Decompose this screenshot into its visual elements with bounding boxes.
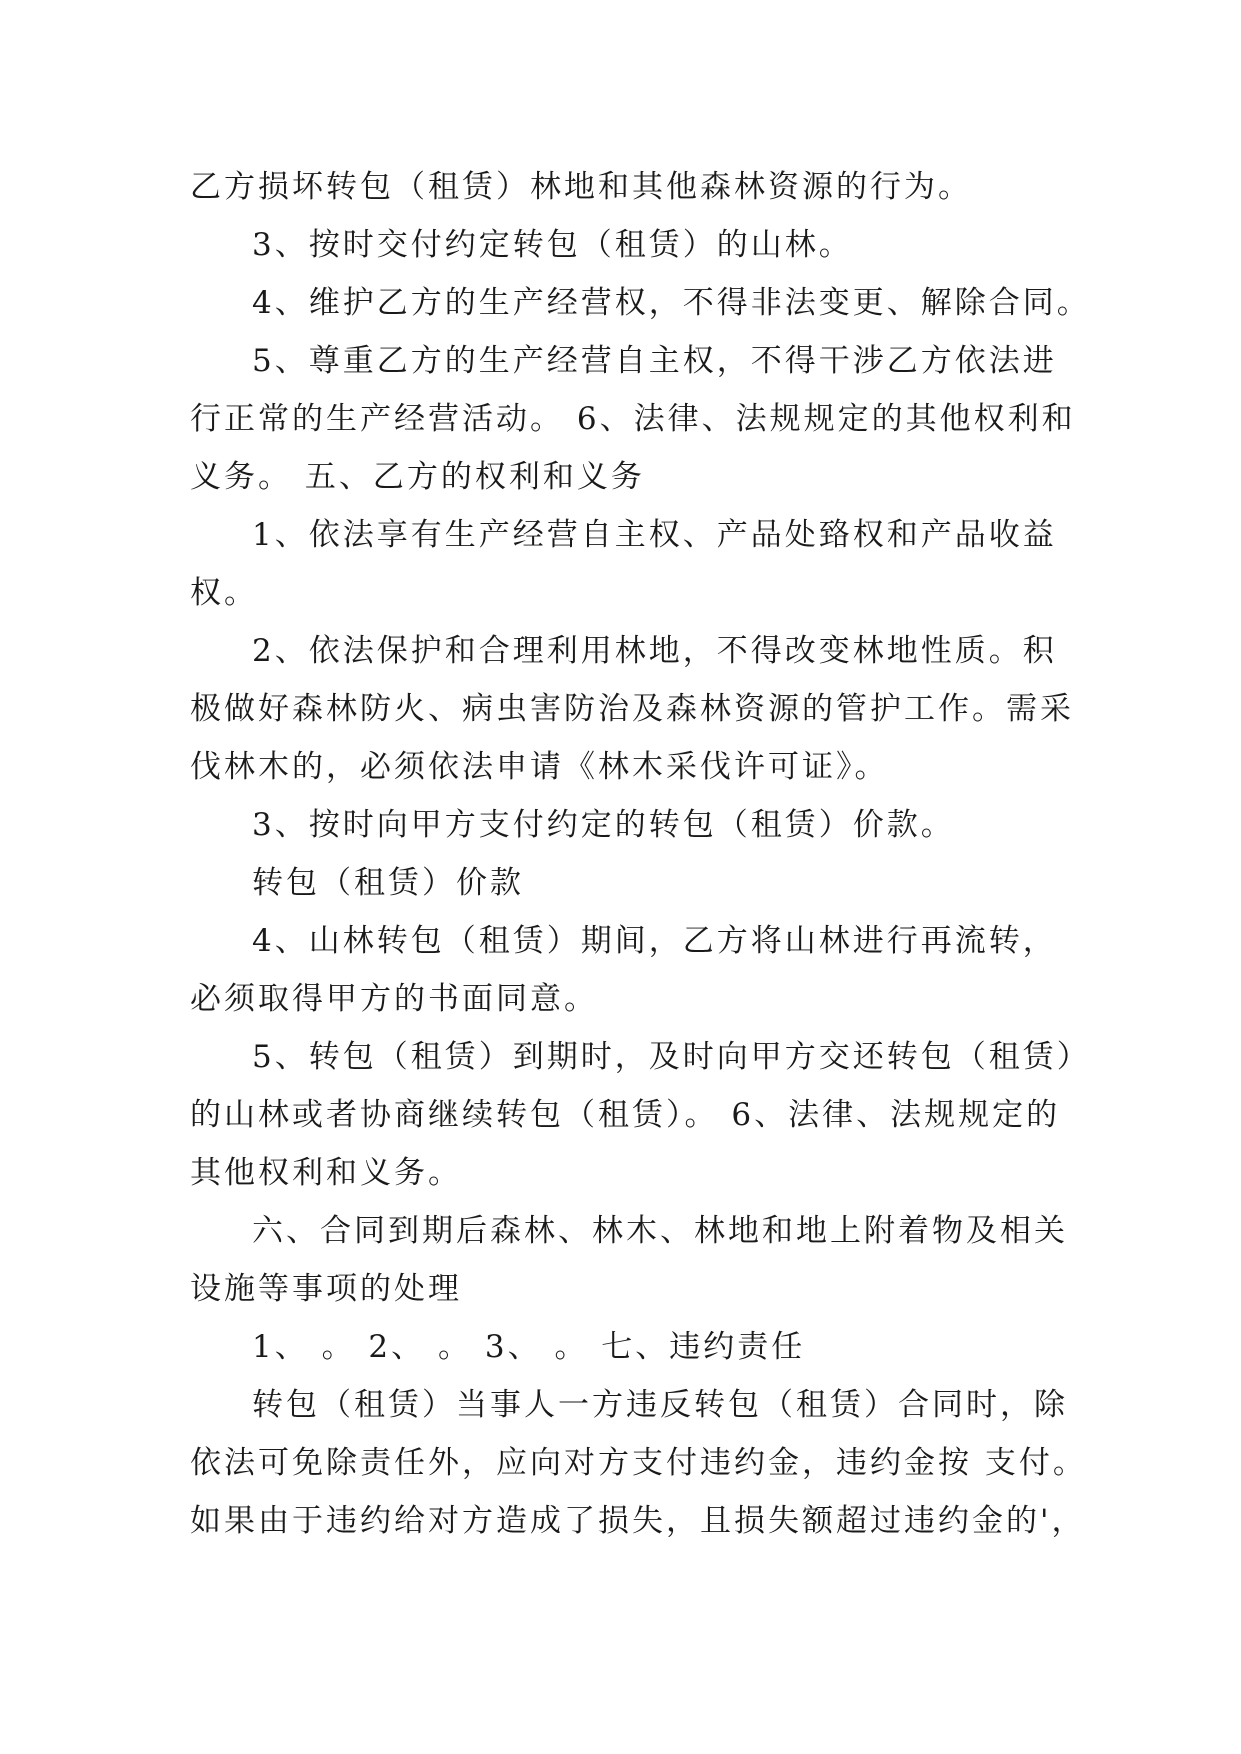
text-line: 3、按时向甲方支付约定的转包（租赁）价款。 — [252, 807, 955, 843]
text-line: 转包（租赁）价款 — [252, 865, 524, 901]
text-line: 其他权利和义务。 — [190, 1155, 462, 1191]
text-line: 1、 。 2、 。 3、 。 七、违约责任 — [252, 1329, 806, 1365]
text-line: 的山林或者协商继续转包（租赁）。 6、法律、法规规定的 — [190, 1097, 1061, 1133]
text-line: 4、维护乙方的生产经营权，不得非法变更、解除合同。 — [252, 285, 1091, 321]
text-line: 5、转包（租赁）到期时，及时向甲方交还转包（租赁） — [252, 1039, 1091, 1075]
text-line: 5、尊重乙方的生产经营自主权，不得干涉乙方依法进 — [252, 343, 1057, 379]
text-line: 设施等事项的处理 — [190, 1271, 462, 1307]
text-line: 2、依法保护和合理利用林地，不得改变林地性质。积 — [252, 633, 1057, 669]
text-line: 极做好森林防火、病虫害防治及森林资源的管护工作。需采 — [190, 691, 1074, 727]
text-line: 必须取得甲方的书面同意。 — [190, 981, 598, 1017]
text-line: 义务。 五、乙方的权利和义务 — [190, 459, 645, 495]
text-line: 六、合同到期后森林、林木、林地和地上附着物及相关 — [252, 1213, 1068, 1249]
text-line: 行正常的生产经营活动。 6、法律、法规规定的其他权利和 — [190, 401, 1076, 437]
text-line: 3、按时交付约定转包（租赁）的山林。 — [252, 227, 853, 263]
text-line: 乙方损坏转包（租赁）林地和其他森林资源的行为。 — [190, 169, 972, 205]
text-line: 伐林木的，必须依法申请《林木采伐许可证》。 — [190, 749, 889, 785]
text-line: 权。 — [190, 575, 258, 611]
text-line: 1、依法享有生产经营自主权、产品处臵权和产品收益 — [252, 517, 1057, 553]
document-body — [190, 158, 1091, 1550]
text-line: 转包（租赁）当事人一方违反转包（租赁）合同时，除 — [252, 1387, 1068, 1423]
text-line: 如果由于违约给对方造成了损失，且损失额超过违约金的'， — [190, 1503, 1086, 1539]
text-line: 4、山林转包（租赁）期间，乙方将山林进行再流转， — [252, 923, 1057, 959]
text-line: 依法可免除责任外，应向对方支付违约金，违约金按 支付。 — [190, 1445, 1087, 1481]
